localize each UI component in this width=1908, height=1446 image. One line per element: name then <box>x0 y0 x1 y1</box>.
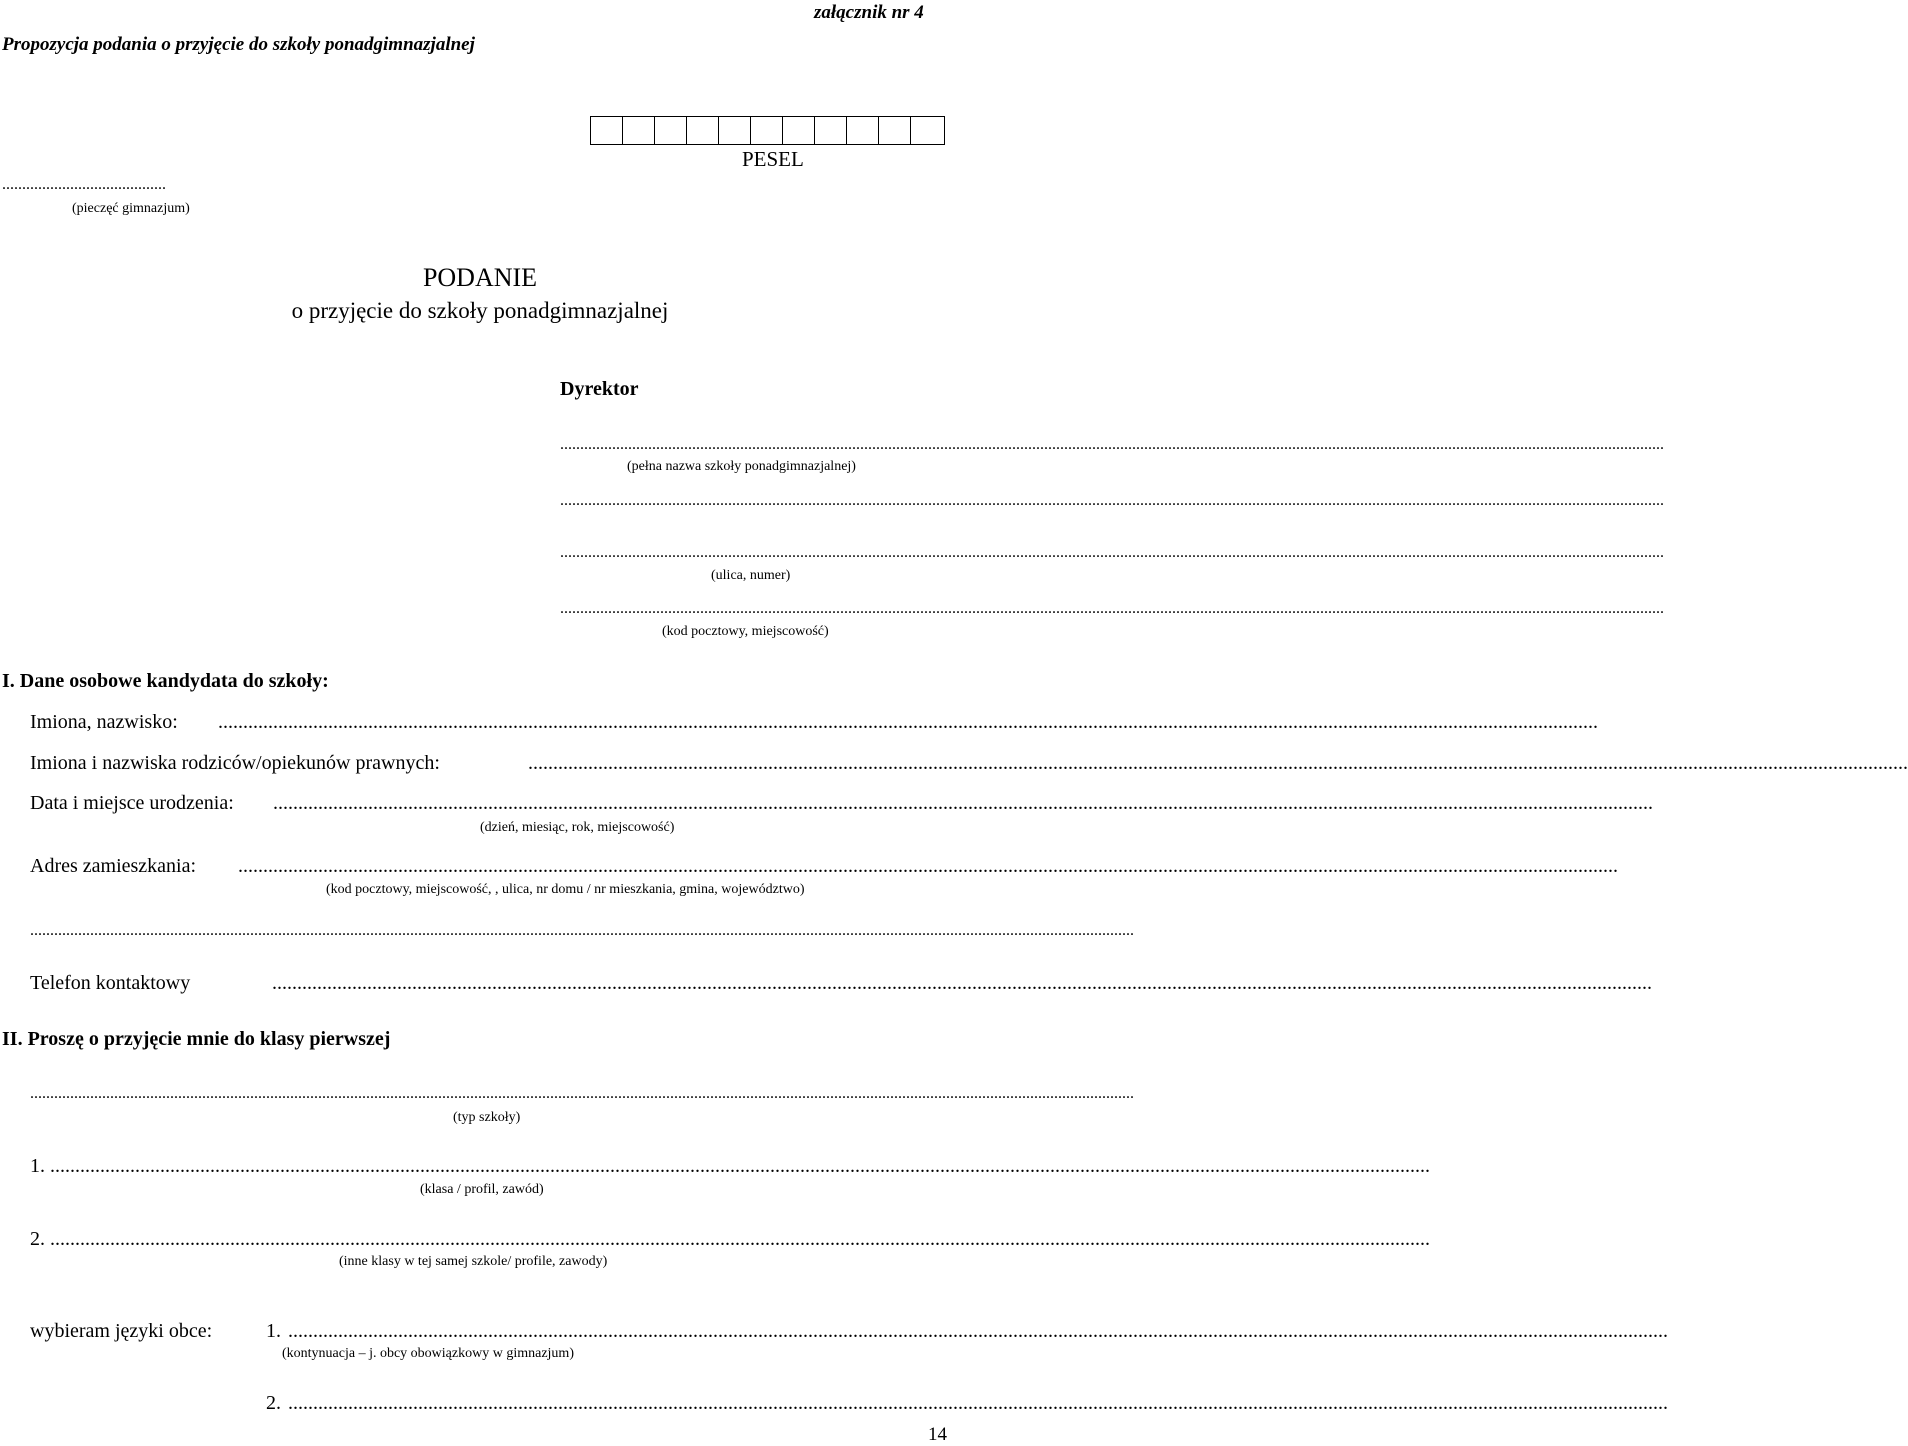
language1-field[interactable]: .................................................................................................................................................................................................................................................................................... <box>288 1320 1668 1342</box>
birth-label: Data i miejsce urodzenia: <box>30 792 234 814</box>
phone-field[interactable]: .................................................................................................................................................................................................................................................................................... <box>272 972 1652 994</box>
pesel-cell[interactable] <box>751 117 783 144</box>
pesel-cell[interactable] <box>623 117 655 144</box>
street-field[interactable]: .................................................................................................................................................................................................................................................................................... <box>560 544 1664 561</box>
school-type-caption: (typ szkoły) <box>453 1110 521 1125</box>
school-name-field-2[interactable]: .................................................................................................................................................................................................................................................................................... <box>560 492 1664 509</box>
pesel-cell[interactable] <box>815 117 847 144</box>
school-type-field[interactable]: .................................................................................................................................................................................................................................................................................... <box>30 1085 1134 1102</box>
class2-number: 2. <box>30 1228 45 1250</box>
class2-caption: (inne klasy w tej samej szkole/ profile, zawody) <box>339 1254 608 1269</box>
language1-number: 1. <box>266 1320 281 1342</box>
pesel-cell[interactable] <box>655 117 687 144</box>
stamp-caption: (pieczęć gimnazjum) <box>72 201 190 216</box>
class1-caption: (klasa / profil, zawód) <box>420 1182 544 1197</box>
language1-caption: (kontynuacja – j. obcy obowiązkowy w gimnazjum) <box>282 1346 574 1361</box>
street-caption: (ulica, numer) <box>711 568 791 583</box>
language2-field[interactable]: .................................................................................................................................................................................................................................................................................... <box>288 1392 1668 1414</box>
section2-title: II. Proszę o przyjęcie mnie do klasy pierwszej <box>2 1028 391 1050</box>
address-label: Adres zamieszkania: <box>30 855 197 877</box>
address-field[interactable]: .................................................................................................................................................................................................................................................................................... <box>238 855 1618 877</box>
postal-city-caption: (kod pocztowy, miejscowość) <box>662 624 829 639</box>
parents-field[interactable]: .................................................................................................................................................................................................................................................................................... <box>528 752 1908 774</box>
class1-number: 1. <box>30 1155 45 1177</box>
section1-title: I. Dane osobowe kandydata do szkoły: <box>2 670 329 692</box>
class2-field[interactable]: .................................................................................................................................................................................................................................................................................... <box>50 1228 1430 1250</box>
pesel-cell[interactable] <box>911 117 944 144</box>
pesel-cell[interactable] <box>719 117 751 144</box>
parents-label: Imiona i nazwiska rodziców/opiekunów prawnych: <box>30 752 440 774</box>
document-title: Propozycja podania o przyjęcie do szkoły ponadgimnazjalnej <box>2 34 475 55</box>
names-field[interactable]: .................................................................................................................................................................................................................................................................................... <box>218 711 1598 733</box>
class1-field[interactable]: .................................................................................................................................................................................................................................................................................... <box>50 1155 1430 1177</box>
heading-subtitle: o przyjęcie do szkoły ponadgimnazjalnej <box>291 298 669 323</box>
language2-number: 2. <box>266 1392 281 1414</box>
heading-title: PODANIE <box>422 263 538 292</box>
pesel-cell[interactable] <box>687 117 719 144</box>
phone-label: Telefon kontaktowy <box>30 972 191 994</box>
languages-label: wybieram języki obce: <box>30 1320 213 1342</box>
pesel-cell[interactable] <box>783 117 815 144</box>
pesel-grid[interactable] <box>590 116 945 145</box>
school-name-field[interactable]: .................................................................................................................................................................................................................................................................................... <box>560 436 1664 453</box>
address-field-2[interactable]: .................................................................................................................................................................................................................................................................................... <box>30 922 1134 939</box>
stamp-dots: ......................................... <box>2 176 166 193</box>
school-name-caption: (pełna nazwa szkoły ponadgimnazjalnej) <box>627 459 856 474</box>
pesel-cell[interactable] <box>879 117 911 144</box>
page-number: 14 <box>928 1424 947 1445</box>
postal-city-field[interactable]: .................................................................................................................................................................................................................................................................................... <box>560 600 1664 617</box>
birth-field[interactable]: .................................................................................................................................................................................................................................................................................... <box>273 792 1653 814</box>
address-caption: (kod pocztowy, miejscowość, , ulica, nr domu / nr mieszkania, gmina, województwo) <box>326 882 805 897</box>
pesel-cell[interactable] <box>847 117 879 144</box>
birth-caption: (dzień, miesiąc, rok, miejscowość) <box>480 820 675 835</box>
names-label: Imiona, nazwisko: <box>30 711 178 733</box>
addressee-title: Dyrektor <box>560 378 639 400</box>
pesel-label: PESEL <box>742 147 804 171</box>
attachment-label: załącznik nr 4 <box>814 2 924 23</box>
pesel-cell[interactable] <box>591 117 623 144</box>
